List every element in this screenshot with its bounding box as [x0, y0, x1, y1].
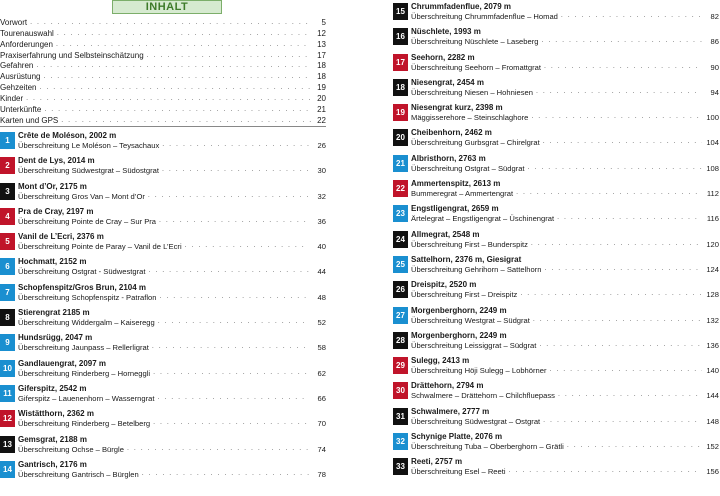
leader-dots	[148, 192, 309, 201]
tour-route-line	[411, 366, 719, 375]
tour-name: Crête de Moléson, 2002 m	[18, 131, 117, 140]
tour-name: Niesengrat kurz, 2398 m	[411, 103, 503, 113]
tour-page: 74	[317, 444, 326, 454]
tour-route: Überschreitung Niesen – Hohniesen	[411, 87, 533, 97]
tour-entry[interactable]	[0, 432, 326, 457]
leader-dots	[516, 189, 702, 198]
tour-number-badge: 2	[0, 157, 15, 174]
leader-dots	[543, 138, 702, 147]
tour-route-line	[411, 138, 719, 147]
leader-dots	[561, 12, 702, 21]
toc-entry-page: 19	[317, 83, 326, 93]
tour-route: Überschreitung Südwestgrat – Ostgrat	[411, 416, 541, 426]
toc-entry-page: 13	[317, 39, 326, 49]
tour-name: Cheibenhorn, 2462 m	[411, 128, 492, 138]
tour-route: Überschreitung Westgrat – Südgrat	[411, 315, 530, 325]
tour-route: Giferspitz – Lauenenhorn – Wasserngrat	[18, 393, 155, 403]
tour-page: 94	[710, 87, 719, 97]
tour-route-line	[411, 189, 719, 198]
toc-entry-label: Kinder	[0, 94, 24, 104]
tour-number-badge: 4	[0, 208, 15, 225]
leader-dots	[61, 116, 311, 126]
leader-dots	[127, 445, 309, 454]
toc-entry[interactable]	[0, 93, 326, 104]
toc-entry-page: 17	[317, 50, 326, 60]
tour-entry[interactable]	[393, 328, 719, 353]
leader-dots	[158, 318, 309, 327]
tour-entry[interactable]	[0, 280, 326, 305]
tour-name: Stierengrat 2185 m	[18, 308, 90, 318]
tour-number-badge: 8	[0, 309, 15, 326]
tour-route-line	[411, 290, 719, 299]
leader-dots	[533, 316, 702, 325]
leader-dots	[550, 366, 702, 375]
tour-name: Albristhorn, 2763 m	[411, 153, 486, 163]
tour-entry[interactable]	[393, 0, 719, 24]
tour-page: 140	[706, 366, 719, 376]
leader-dots	[153, 419, 309, 428]
tour-entry[interactable]	[0, 229, 326, 254]
tour-number-badge: 13	[0, 436, 15, 453]
tour-route-line	[18, 293, 326, 302]
tour-page: 152	[706, 442, 719, 452]
tour-route-line	[411, 37, 719, 46]
leader-dots	[558, 391, 702, 400]
toc-entry-label: Karten und GPS	[0, 115, 59, 125]
tour-page: 100	[706, 113, 719, 123]
toc-entry-label: Gehzeiten	[0, 83, 37, 93]
toc-entry-page: 21	[317, 105, 326, 115]
leader-dots	[185, 242, 309, 251]
tour-route: Mäggisserehore – Steinschlaghore	[411, 113, 529, 123]
tour-entry[interactable]	[393, 378, 719, 403]
tour-page: 82	[710, 12, 719, 21]
tour-route: Überschreitung Pointe de Paray – Vanil de L’Ecri	[18, 242, 182, 252]
toc-entry[interactable]	[0, 71, 326, 82]
tour-entry[interactable]	[393, 353, 719, 378]
tour-number-badge: 1	[0, 132, 15, 149]
toc-entry[interactable]	[0, 28, 326, 39]
tour-number-badge: 14	[0, 461, 15, 478]
leader-dots	[57, 29, 311, 39]
tour-name: Sattelhorn, 2376 m, Giesigrat	[411, 254, 522, 264]
leader-dots	[30, 18, 311, 28]
leader-dots	[544, 63, 702, 72]
leader-dots	[56, 40, 311, 50]
leader-dots	[536, 88, 702, 97]
tour-name: Gandlauengrat, 2097 m	[18, 358, 107, 368]
tour-route: Überschreitung Rinderberg – Betelberg	[18, 419, 151, 429]
toc-divider	[0, 126, 326, 127]
leader-dots	[159, 217, 309, 226]
tour-route-line	[411, 240, 719, 249]
tour-number-badge: 15	[393, 3, 408, 20]
toc-entry[interactable]	[0, 115, 326, 126]
tour-name: Hochmatt, 2152 m	[18, 257, 87, 267]
tour-route: Überschreitung Ostgrat - Südwestgrat	[18, 267, 146, 277]
tour-page: 36	[317, 216, 326, 226]
tour-entry[interactable]	[0, 153, 326, 178]
tour-number-badge: 22	[393, 180, 408, 197]
tour-name: Seehorn, 2282 m	[411, 52, 475, 62]
tour-number-badge: 28	[393, 332, 408, 349]
tour-route: Schwalmere – Drättehorn – Chilchfluepass	[411, 391, 555, 401]
leader-dots	[531, 113, 702, 122]
tour-page: 132	[706, 315, 719, 325]
tour-page: 70	[317, 419, 326, 429]
tour-route-line	[411, 341, 719, 350]
leader-dots	[162, 166, 309, 175]
tour-name: Wistätthorn, 2362 m	[18, 409, 94, 419]
tour-route: Überschreitung Tuba – Oberberghorn – Grätli	[411, 442, 564, 452]
toc-entry-label: Ausrüstung	[0, 72, 41, 82]
tour-route: Überschreitung Nüschlete – Laseberg	[411, 37, 539, 47]
tour-route: Überschreitung Le Moléson – Teysachaux	[18, 141, 160, 150]
leader-dots	[153, 369, 309, 378]
toc-entry-page: 5	[321, 17, 326, 27]
tour-page: 48	[317, 292, 326, 302]
tour-name: Schynige Platte, 2076 m	[411, 432, 503, 442]
tour-page: 116	[706, 214, 719, 224]
tour-route: Überschreitung Esel – Reeti	[411, 467, 506, 477]
tour-entry[interactable]	[393, 125, 719, 150]
tour-entry[interactable]	[393, 176, 719, 201]
tour-number-badge: 27	[393, 307, 408, 324]
tour-page: 26	[317, 141, 326, 150]
toc-entry-label: Praxiserfahrung und Selbsteinschätzung	[0, 50, 144, 60]
tour-page: 66	[317, 393, 326, 403]
tour-page: 124	[706, 264, 719, 274]
tour-route-line	[411, 214, 719, 223]
tour-name: Nüschlete, 1993 m	[411, 27, 481, 37]
tour-entry[interactable]	[0, 381, 326, 406]
tour-number-badge: 5	[0, 233, 15, 250]
leader-dots	[528, 164, 702, 173]
tour-page: 128	[706, 290, 719, 300]
tour-route: Überschreitung Widdergalm – Kaiseregg	[18, 318, 155, 328]
tour-entry[interactable]	[393, 151, 719, 176]
tour-route-line	[18, 267, 326, 276]
contents-title-box	[112, 0, 222, 14]
leader-dots	[567, 442, 702, 451]
tour-number-badge: 25	[393, 256, 408, 273]
toc-entry[interactable]	[0, 39, 326, 50]
tour-number-badge: 30	[393, 382, 408, 399]
tour-number-badge: 3	[0, 183, 15, 200]
tour-name: Schwalmere, 2777 m	[411, 406, 490, 416]
tour-name: Engstligengrat, 2659 m	[411, 204, 499, 214]
tour-name: Reeti, 2757 m	[411, 457, 463, 467]
tour-route: Überschreitung Jaunpass – Rellerligrat	[18, 343, 149, 353]
tour-route: Überschreitung Gurbsgrat – Chirelgrat	[411, 138, 540, 148]
tour-route-line	[411, 417, 719, 426]
tour-page: 90	[710, 62, 719, 72]
tour-route: Überschreitung Chrummfadenflue – Homad	[411, 12, 558, 21]
tour-route-line	[411, 265, 719, 274]
leader-dots	[148, 267, 309, 276]
tour-page: 30	[317, 166, 326, 176]
tour-number-badge: 17	[393, 54, 408, 71]
tour-entry[interactable]	[393, 404, 719, 429]
tour-page: 104	[706, 138, 719, 148]
tour-number-badge: 11	[0, 385, 15, 402]
toc-entry-label: Anforderungen	[0, 39, 53, 49]
tour-entry[interactable]	[393, 429, 719, 454]
tour-route-line	[411, 88, 719, 97]
tour-route-line	[411, 467, 719, 476]
tour-entry[interactable]	[0, 356, 326, 381]
tour-entry[interactable]	[393, 252, 719, 277]
tour-page: 62	[317, 368, 326, 378]
tour-route: Ärtelegrat – Engstligengrat – Üschinengrat	[411, 214, 555, 224]
tour-route: Überschreitung Ochse – Bürgle	[18, 444, 124, 454]
tour-route-line	[18, 318, 326, 327]
tour-route-line	[18, 242, 326, 251]
tour-page: 52	[317, 318, 326, 328]
tour-number-badge: 21	[393, 155, 408, 172]
tour-name: Ammertenspitz, 2613 m	[411, 179, 501, 189]
tour-route-line	[411, 316, 719, 325]
leader-dots	[152, 343, 309, 352]
tour-route-line	[411, 113, 719, 122]
toc-entry-page: 18	[317, 61, 326, 71]
leader-dots	[557, 214, 702, 223]
leader-dots	[520, 290, 702, 299]
leader-dots	[531, 240, 702, 249]
toc-entry-page: 18	[317, 72, 326, 82]
toc-entry[interactable]	[0, 50, 326, 61]
toc-entry-page: 22	[317, 115, 326, 125]
tour-route-line	[18, 141, 326, 150]
tour-route: Überschreitung Leissiggrat – Südgrat	[411, 340, 537, 350]
toc-entry[interactable]	[0, 104, 326, 115]
tour-entry[interactable]	[0, 305, 326, 330]
toc-entry-label: Vorwort	[0, 17, 28, 27]
tour-list-left	[0, 128, 326, 482]
tour-route: Bummeregrat – Ammertengrat	[411, 189, 514, 199]
tour-number-badge: 33	[393, 458, 408, 475]
tour-entry[interactable]	[393, 100, 719, 125]
tour-route: Überschreitung Gantrisch – Bürglen	[18, 469, 139, 479]
leader-dots	[26, 94, 311, 104]
tour-number-badge: 7	[0, 284, 15, 301]
tour-entry[interactable]	[0, 254, 326, 279]
tour-page: 120	[706, 239, 719, 249]
tour-entry[interactable]	[0, 330, 326, 355]
tour-route-line	[18, 369, 326, 378]
tour-page: 136	[706, 340, 719, 350]
leader-dots	[543, 417, 702, 426]
tour-route: Überschreitung Südwestgrat – Südostgrat	[18, 166, 159, 176]
leader-dots	[142, 470, 309, 479]
tour-page: 112	[706, 189, 719, 199]
leader-dots	[157, 394, 309, 403]
tour-route-line	[18, 470, 326, 479]
tour-entry[interactable]	[393, 75, 719, 100]
leader-dots	[544, 265, 702, 274]
tour-name: Dent de Lys, 2014 m	[18, 156, 95, 166]
tour-page: 58	[317, 343, 326, 353]
tour-page: 86	[710, 37, 719, 47]
tour-number-badge: 24	[393, 231, 408, 248]
tour-route-line	[411, 63, 719, 72]
tour-route-line	[411, 391, 719, 400]
tour-route: Überschreitung First – Dreispitz	[411, 290, 518, 300]
leader-dots	[43, 72, 311, 82]
tour-number-badge: 32	[393, 433, 408, 450]
toc-entry-label: Unterkünfte	[0, 105, 42, 115]
tour-entry[interactable]	[393, 277, 719, 302]
tour-entry[interactable]	[393, 454, 719, 479]
tour-name: Chrummfadenflue, 2079 m	[411, 2, 512, 11]
tour-route-line	[18, 217, 326, 226]
tour-name: Drättehorn, 2794 m	[411, 381, 484, 391]
tour-page: 40	[317, 242, 326, 252]
tour-route: Überschreitung Seehorn – Fromattgrat	[411, 62, 542, 72]
tour-entry[interactable]	[0, 179, 326, 204]
tour-route: Überschreitung Gros Van – Mont d’Or	[18, 191, 145, 201]
tour-name: Morgenberghorn, 2249 m	[411, 330, 507, 340]
leader-dots	[44, 105, 311, 115]
leader-dots	[162, 141, 309, 150]
tour-name: Giferspitz, 2542 m	[18, 383, 87, 393]
tour-name: Gantrisch, 2176 m	[18, 459, 87, 469]
tour-page: 32	[317, 191, 326, 201]
contents-title: INHALT	[145, 1, 189, 13]
tour-route-line	[411, 442, 719, 451]
general-toc	[0, 17, 326, 126]
leader-dots	[159, 293, 309, 302]
tour-entry[interactable]	[0, 204, 326, 229]
toc-entry[interactable]	[0, 17, 326, 28]
tour-route: Überschreitung Pointe de Cray – Sur Pra	[18, 216, 157, 226]
tour-entry[interactable]	[393, 24, 719, 49]
leader-dots	[509, 467, 702, 476]
tour-name: Sulegg, 2413 m	[411, 356, 470, 366]
tour-number-badge: 10	[0, 360, 15, 377]
tour-page: 144	[706, 391, 719, 401]
tour-entry[interactable]	[0, 406, 326, 431]
tour-number-badge: 19	[393, 104, 408, 121]
tour-name: Morgenberghorn, 2249 m	[411, 305, 507, 315]
toc-entry[interactable]	[0, 82, 326, 93]
toc-entry-label: Tourenauswahl	[0, 28, 54, 38]
tour-number-badge: 31	[393, 408, 408, 425]
tour-route-line	[18, 445, 326, 454]
tour-page: 156	[706, 467, 719, 477]
tour-route: Überschreitung Ostgrat – Südgrat	[411, 163, 525, 173]
tour-name: Pra de Cray, 2197 m	[18, 206, 94, 216]
toc-entry-page: 20	[317, 94, 326, 104]
tour-route-line	[411, 12, 719, 21]
tour-number-badge: 18	[393, 79, 408, 96]
tour-route-line	[18, 192, 326, 201]
leader-dots	[539, 341, 702, 350]
tour-number-badge: 29	[393, 357, 408, 374]
toc-entry-page: 12	[317, 28, 326, 38]
tour-page: 78	[317, 469, 326, 479]
tour-entry[interactable]	[393, 50, 719, 75]
tour-entry[interactable]	[0, 457, 326, 482]
tour-name: Dreispitz, 2520 m	[411, 280, 477, 290]
tour-name: Gemsgrat, 2188 m	[18, 434, 87, 444]
tour-route-line	[18, 166, 326, 175]
tour-entry[interactable]	[393, 303, 719, 328]
tour-name: Vanil de L’Ecri, 2376 m	[18, 232, 104, 242]
tour-number-badge: 20	[393, 129, 408, 146]
tour-name: Schopfenspitz/Gros Brun, 2104 m	[18, 282, 147, 292]
tour-route-line	[411, 164, 719, 173]
toc-entry-label: Gefahren	[0, 61, 34, 71]
tour-page: 108	[706, 163, 719, 173]
leader-dots	[39, 83, 311, 93]
tour-entry[interactable]	[393, 227, 719, 252]
tour-name: Niesengrat, 2454 m	[411, 77, 484, 87]
tour-number-badge: 16	[393, 28, 408, 45]
tour-route-line	[18, 394, 326, 403]
leader-dots	[147, 51, 311, 61]
tour-name: Allmegrat, 2548 m	[411, 229, 480, 239]
tour-entry[interactable]	[393, 201, 719, 226]
tour-route: Überschreitung Rinderberg – Horneggli	[18, 368, 151, 378]
tour-number-badge: 26	[393, 281, 408, 298]
tour-list-right	[393, 0, 719, 480]
tour-number-badge: 9	[0, 334, 15, 351]
tour-route: Überschreitung Schopfenspitz - Patraflon	[18, 292, 157, 302]
tour-page: 148	[706, 416, 719, 426]
leader-dots	[36, 61, 311, 71]
tour-number-badge: 23	[393, 205, 408, 222]
tour-route: Überschreitung Höji Sulegg – Lobhörner	[411, 366, 547, 376]
toc-entry[interactable]	[0, 61, 326, 72]
tour-number-badge: 12	[0, 410, 15, 427]
tour-entry[interactable]	[0, 128, 326, 153]
leader-dots	[541, 37, 702, 46]
tour-number-badge: 6	[0, 258, 15, 275]
tour-name: Mont d’Or, 2175 m	[18, 181, 87, 191]
tour-name: Hundsrügg, 2047 m	[18, 333, 93, 343]
tour-route-line	[18, 419, 326, 428]
tour-route: Überschreitung Gehrihorn – Sattelhorn	[411, 264, 542, 274]
tour-page: 44	[317, 267, 326, 277]
tour-route-line	[18, 343, 326, 352]
tour-route: Überschreitung First – Bunderspitz	[411, 239, 528, 249]
